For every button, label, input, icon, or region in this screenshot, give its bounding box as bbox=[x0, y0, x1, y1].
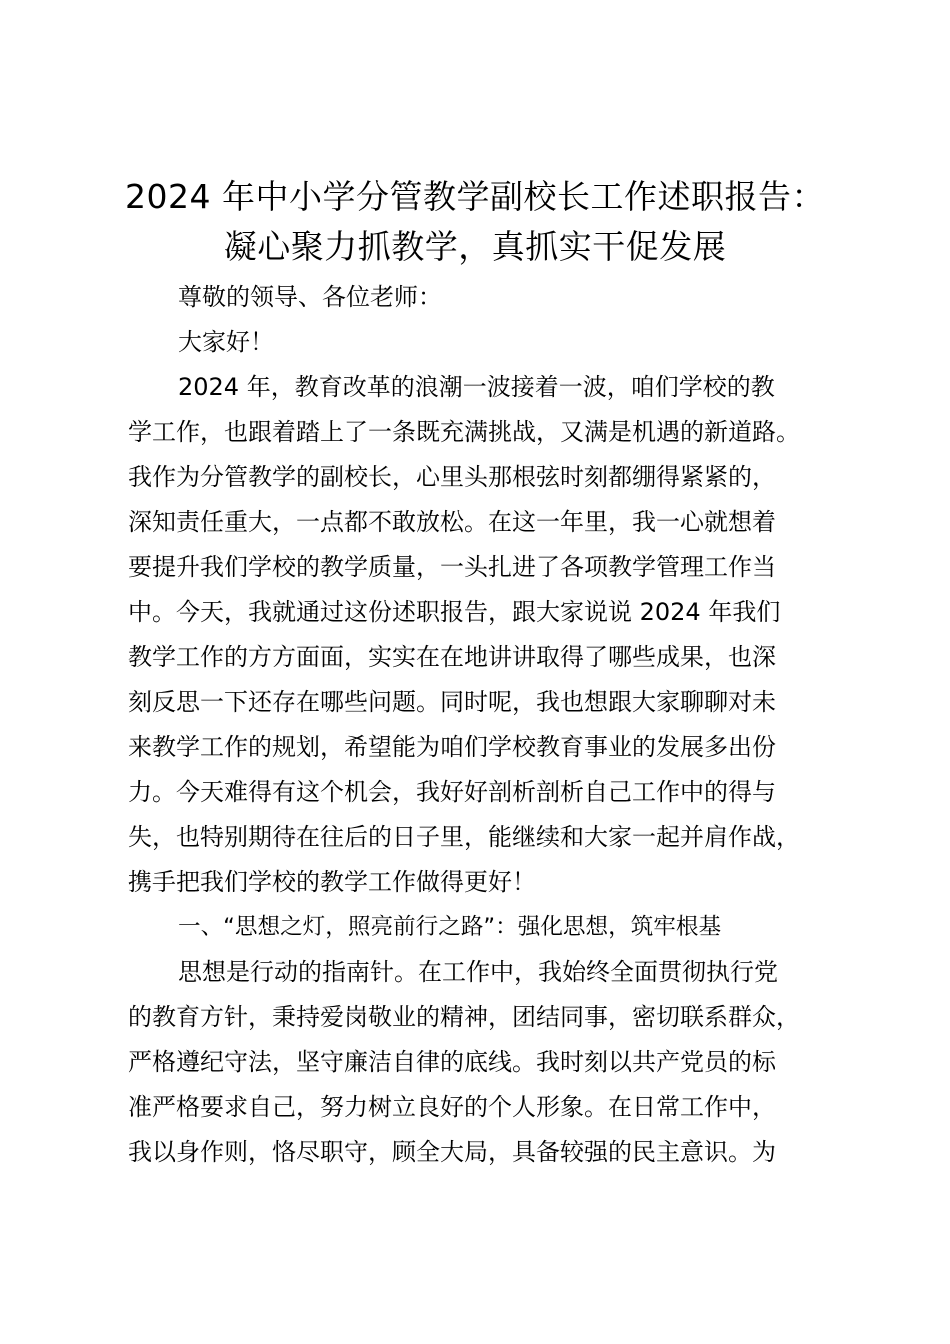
text-line: 我以身作则，恪尽职守，顾全大局，具备较强的民主意识。为 bbox=[128, 1138, 776, 1166]
text-line: 的教育方针，秉持爱岗敬业的精神，团结同事，密切联系群众， bbox=[128, 1003, 800, 1031]
text-line: 2024 年，教育改革的浪潮一波接着一波，咱们学校的教 bbox=[178, 373, 775, 401]
document-body bbox=[128, 275, 863, 1175]
text-line: 来教学工作的规划，希望能为咱们学校教育事业的发展多出份 bbox=[128, 733, 776, 761]
text-line: 我作为分管教学的副校长，心里头那根弦时刻都绷得紧紧的， bbox=[128, 463, 776, 491]
text-line: 失，也特别期待在往后的日子里，能继续和大家一起并肩作战， bbox=[128, 823, 800, 851]
text-line: 携手把我们学校的教学工作做得更好！ bbox=[128, 868, 536, 896]
text-line: 严格遵纪守法，坚守廉洁自律的底线。我时刻以共产党员的标 bbox=[128, 1048, 776, 1076]
document-title-line-2: 凝心聚力抓教学，真抓实干促发展 bbox=[223, 227, 727, 266]
text-line: 力。今天难得有这个机会，我好好剖析剖析自己工作中的得与 bbox=[128, 778, 776, 806]
text-line: 准严格要求自己，努力树立良好的个人形象。在日常工作中， bbox=[128, 1093, 776, 1121]
text-line: 大家好！ bbox=[178, 328, 274, 356]
text-line: 中。今天，我就通过这份述职报告，跟大家说说 2024 年我们 bbox=[128, 598, 781, 626]
section-heading: 一、“思想之灯，照亮前行之路”：强化思想，筑牢根基 bbox=[178, 914, 722, 940]
text-line: 刻反思一下还存在哪些问题。同时呢，我也想跟大家聊聊对未 bbox=[128, 688, 776, 716]
text-line: 教学工作的方方面面，实实在在地讲讲取得了哪些成果，也深 bbox=[128, 643, 776, 671]
text-line: 学工作，也跟着踏上了一条既充满挑战，又满是机遇的新道路。 bbox=[128, 418, 800, 446]
text-line: 尊敬的领导、各位老师： bbox=[178, 283, 442, 311]
document-title-line-1: 2024 年中小学分管教学副校长工作述职报告： bbox=[125, 177, 825, 216]
text-line: 思想是行动的指南针。在工作中，我始终全面贯彻执行党 bbox=[178, 958, 778, 986]
text-line: 要提升我们学校的教学质量，一头扎进了各项教学管理工作当 bbox=[128, 553, 776, 581]
text-line: 深知责任重大，一点都不敢放松。在这一年里，我一心就想着 bbox=[128, 508, 776, 536]
